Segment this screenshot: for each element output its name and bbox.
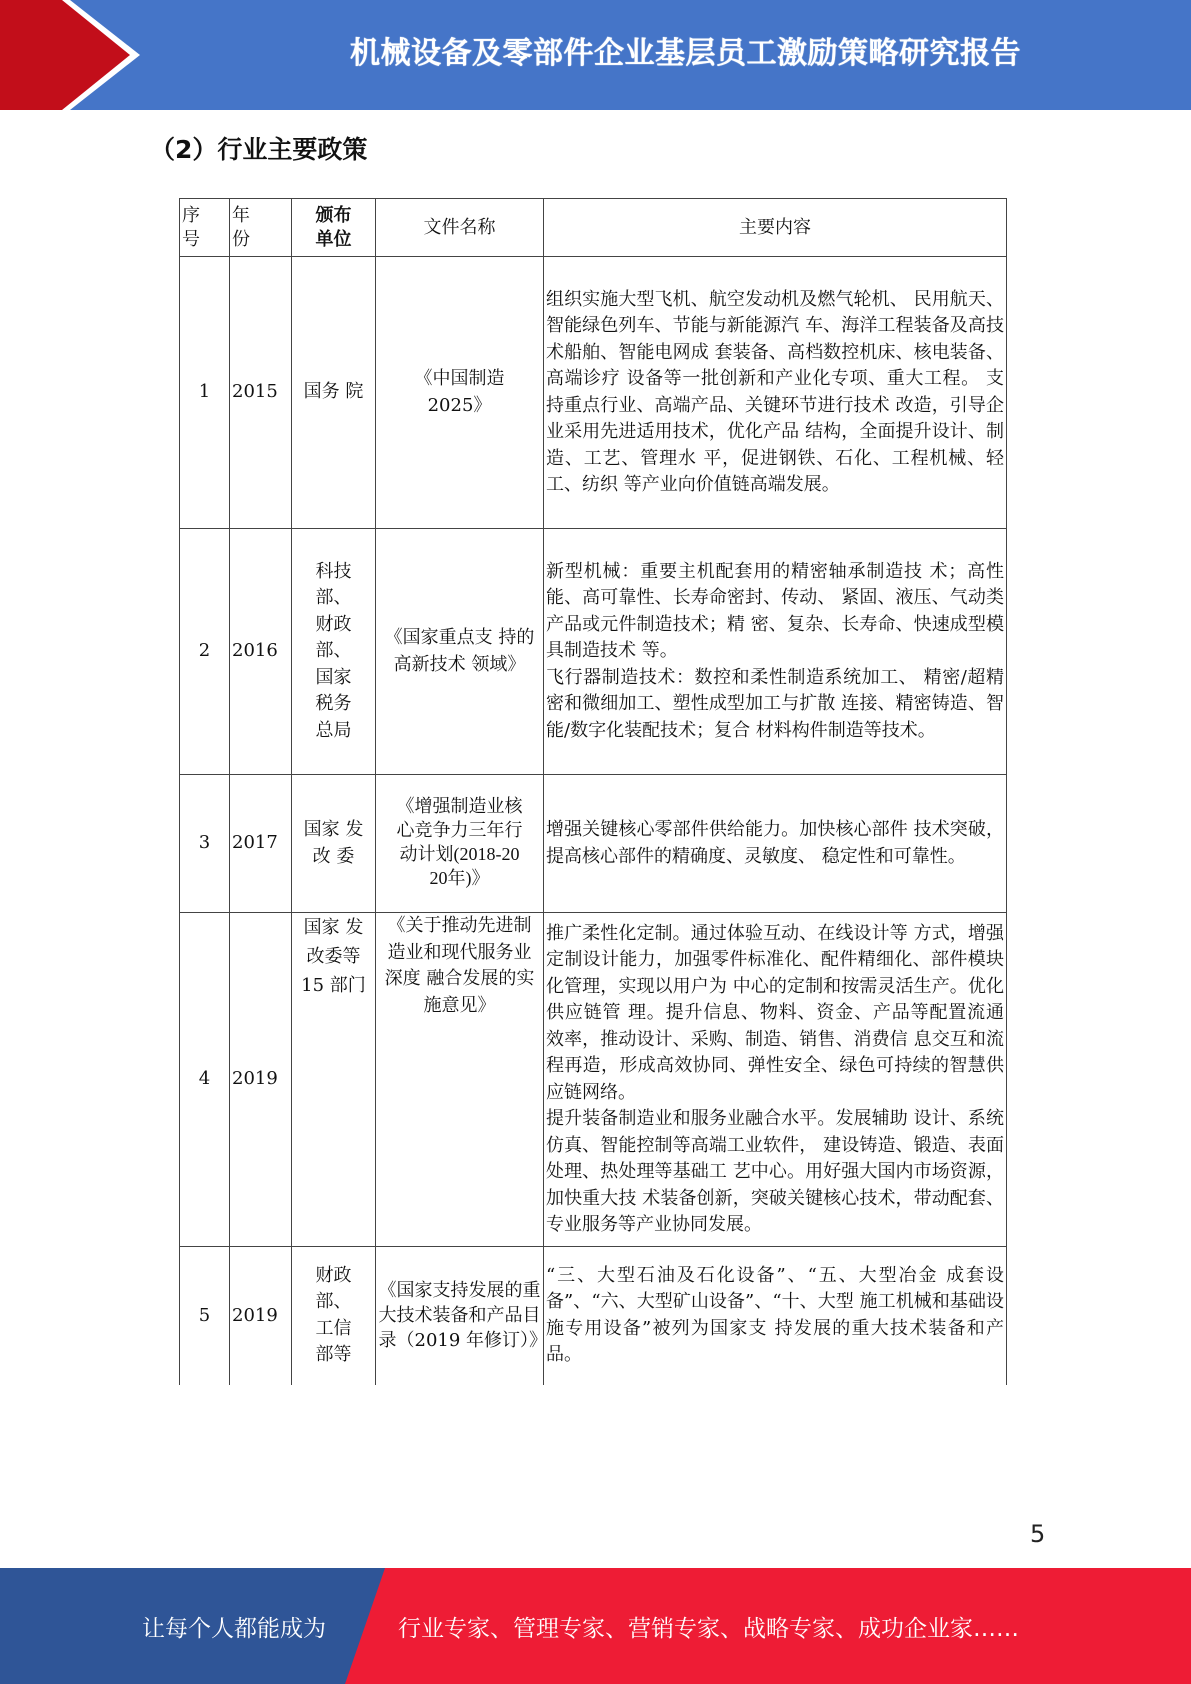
footer-slogan-left: 让每个人都能成为 (142, 1615, 326, 1642)
content-paragraph: 新型机械：重要主机配套用的精密轴承制造技 术；高性能、高可靠性、长寿命密封、传动、 紧固、液压、气动类产品或元件制造技术；精 密、复杂、长寿命、快速成型模具制造技术 等。 (546, 560, 1004, 662)
row-org: 国家 发改委等 15 部门 (292, 913, 376, 1247)
content-paragraph: 组织实施大型飞机、航空发动机及燃气轮机、 民用航天、智能绿色列车、节能与新能源汽 车、海洋工程装备及高技术船舶、智能电网成 套装备、高档数控机床、核电装备、高端诊疗 设备等一批创新和产业化专项、重大工程。 支持重点行业、高端产品、关键环节进行技术 改造，引导企业采用先进适用技术，优化产品 结构，全面提升设计、制造、工艺、管理水 平，促进钢铁、石化、工程机械、轻工、纺织 等产业向价值链高端发展。 (546, 288, 1004, 495)
row-no: 3 (180, 775, 230, 913)
row-content (544, 1247, 1007, 1385)
row-year: 2019 (230, 1247, 292, 1385)
header-no: 序号 (180, 199, 230, 257)
row-year: 2015 (230, 257, 292, 529)
row-content (544, 913, 1007, 1247)
row-name: 《增强制造业核心竞争力三年行动计划(2018-2020年)》 (376, 775, 544, 913)
table-row (180, 1247, 1007, 1385)
row-name: 《国家支持发展的重大技术装备和产品目录（2019 年修订）》 (376, 1247, 544, 1385)
footer-banner (0, 1568, 1191, 1684)
table-row (180, 529, 1007, 775)
row-content (544, 529, 1007, 775)
content-paragraph: “三、大型石油及石化设备”、“五、大型冶金 成套设备”、“六、大型矿山设备”、“十、大型 施工机械和基础设施专用设备”被列为国家支 持发展的重大技术装备和产品。 (546, 1264, 1004, 1366)
content-paragraph: 飞行器制造技术：数控和柔性制造系统加工、 精密/超精密和微细加工、塑性成型加工与扩散 连接、精密铸造、智能/数字化装配技术；复合 材料构件制造等技术。 (546, 666, 1004, 741)
row-year: 2019 (230, 913, 292, 1247)
row-org: 国家 发改 委 (292, 775, 376, 913)
report-title: 机械设备及零部件企业基层员工激励策略研究报告 (350, 36, 1021, 71)
row-content (544, 775, 1007, 913)
row-year: 2016 (230, 529, 292, 775)
policy-table (179, 198, 1007, 1385)
section-title: （2）行业主要政策 (150, 135, 368, 164)
header-name: 文件名称 (376, 199, 544, 257)
content-paragraph: 提升装备制造业和服务业融合水平。发展辅助 设计、系统仿真、智能控制等高端工业软件， 建设铸造、锻造、表面处理、热处理等基础工 艺中心。用好强大国内市场资源，加快重大技 术装备创新，突破关键核心技术，带动配套、 专业服务等产业协同发展。 (546, 1108, 1004, 1235)
content-paragraph: 推广柔性化定制。通过体验互动、在线设计等 方式，增强定制设计能力，加强零件标准化、配件精细化、部件模块化管理，实现以用户为 中心的定制和按需灵活生产。优化供应链管 理。提升信息、物料、资金、产品等配置流通 效率，推动设计、采购、制造、销售、消费信 息交互和流程再造，形成高效协同、弹性安全、绿色可持续的智慧供应链网络。 (546, 922, 1004, 1103)
header-content: 主要内容 (544, 199, 1007, 257)
row-no: 5 (180, 1247, 230, 1385)
row-no: 1 (180, 257, 230, 529)
row-no: 2 (180, 529, 230, 775)
row-name: 《关于推动先进制造业和现代服务业深度 融合发展的实 施意见》 (376, 913, 544, 1247)
content-paragraph: 增强关键核心零部件供给能力。加快核心部件 技术突破，提高核心部件的精确度、灵敏度、 稳定性和可靠性。 (546, 819, 1004, 867)
table-row (180, 775, 1007, 913)
row-org: 国务 院 (292, 257, 376, 529)
header-banner (0, 0, 1191, 110)
row-org: 财政部、工信部等 (292, 1247, 376, 1385)
row-name: 《国家重点支 持的高新技术 领域》 (376, 529, 544, 775)
row-content (544, 257, 1007, 529)
table-header-row (180, 199, 1007, 257)
header-org: 颁布单位 (292, 199, 376, 257)
table-row (180, 257, 1007, 529)
header-year: 年份 (230, 199, 292, 257)
footer-slogan-right: 行业专家、管理专家、营销专家、战略专家、成功企业家…… (398, 1615, 1019, 1642)
row-year: 2017 (230, 775, 292, 913)
table-row (180, 913, 1007, 1247)
row-org: 科技部、财政部、国家税务总局 (292, 529, 376, 775)
row-no: 4 (180, 913, 230, 1247)
row-name: 《中国制造 2025》 (376, 257, 544, 529)
page-number: 5 (1030, 1520, 1046, 1548)
